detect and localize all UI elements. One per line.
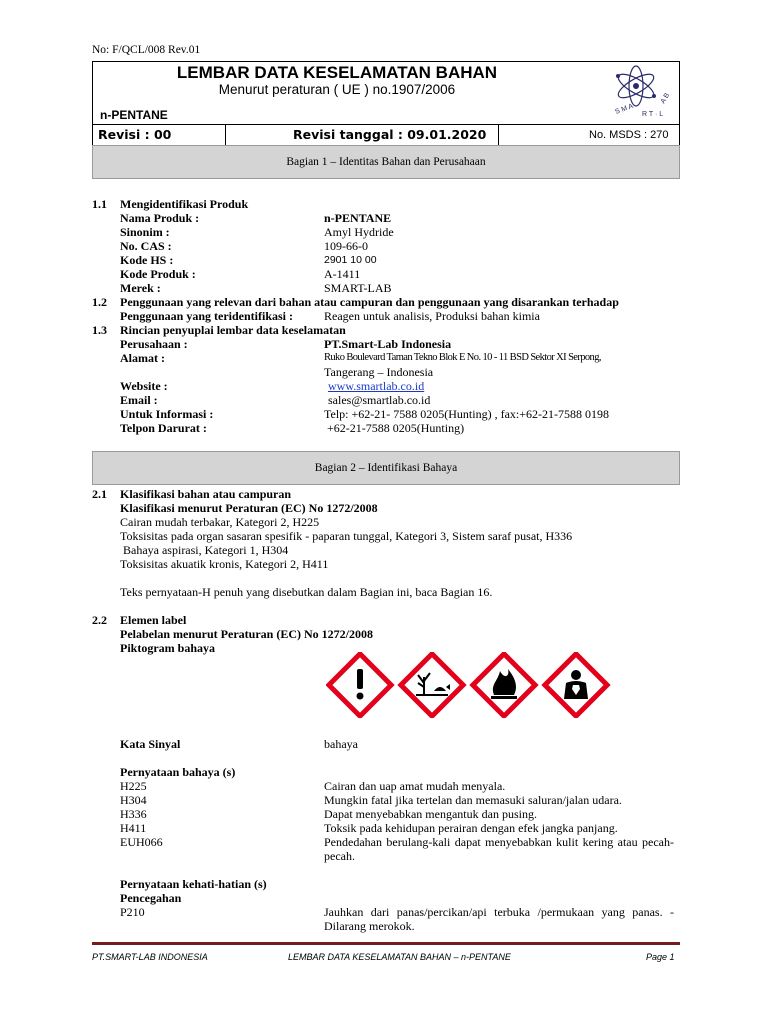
precaution-code: P210	[120, 905, 145, 919]
section-2-heading: Bagian 2 – Identifikasi Bahaya	[92, 451, 680, 485]
revision-date: Revisi tanggal : 09.01.2020	[293, 127, 487, 142]
section-title: Mengidentifikasi Produk	[120, 197, 249, 211]
section-1-heading: Bagian 1 – Identitas Bahan dan Perusahaan	[92, 145, 680, 179]
svg-text:S M A: S M A	[614, 102, 635, 116]
emergency-phone: +62-21-7588 0205(Hunting)	[327, 421, 465, 435]
section-number: 2.1	[92, 487, 107, 501]
page-title: LEMBAR DATA KESELAMATAN BAHAN	[176, 63, 498, 82]
field-label: Kode HS :	[120, 253, 174, 267]
revision-row	[93, 124, 679, 146]
smart-lab-logo-icon	[598, 62, 678, 122]
hazard-text: Mungkin fatal jika tertelan dan memasuki saluran/jalan udara.	[324, 793, 622, 807]
field-value: A-1411	[324, 267, 361, 281]
field-label: Perusahaan :	[120, 337, 188, 351]
classification-item: Cairan mudah terbakar, Kategori 2, H225	[120, 515, 320, 529]
field-value: 109-66-0	[324, 239, 368, 253]
field-value: Reagen untuk analisis, Produksi bahan kimia	[324, 309, 540, 323]
classification-item: Bahaya aspirasi, Kategori 1, H304	[120, 543, 289, 557]
hazard-text: Cairan dan uap amat mudah menyala.	[324, 779, 506, 793]
page-subtitle: Menurut peraturan ( UE ) no.1907/2006	[218, 82, 456, 97]
document-number: No: F/QCL/008 Rev.01	[92, 44, 201, 56]
pictogram-label: Piktogram bahaya	[120, 641, 216, 655]
address-line: Ruko Boulevard Taman Tekno Blok E No. 10 - 11 BSD Sektor XI Serpong,	[324, 352, 601, 363]
svg-text:A B: A B	[659, 92, 672, 105]
section-subtitle: Pelabelan menurut Peraturan (EC) No 1272/2008	[120, 627, 373, 641]
signal-word-label: Kata Sinyal	[120, 737, 181, 751]
hazard-code: H336	[120, 807, 147, 821]
footer-divider	[92, 942, 680, 945]
signal-word-value: bahaya	[324, 737, 358, 751]
hazard-text: Toksik pada kehidupan perairan dengan efek jangka panjang.	[324, 821, 618, 835]
exclamation-icon	[329, 654, 391, 716]
hazard-code: EUH066	[120, 835, 163, 849]
revision-number: Revisi : 00	[98, 127, 172, 142]
field-label: Untuk Informasi :	[120, 407, 214, 421]
field-label: Penggunaan yang teridentifikasi :	[120, 309, 294, 323]
section-title: Penggunaan yang relevan dari bahan atau campuran dan penggunaan yang disarankan terhadap	[120, 295, 619, 309]
phone-info: Telp: +62-21- 7588 0205(Hunting) , fax:+62-21-7588 0198	[324, 407, 609, 421]
website-link[interactable]: www.smartlab.co.id	[328, 379, 425, 393]
classification-item: Toksisitas pada organ sasaran spesifik - paparan tunggal, Kategori 3, Sistem saraf pusat, H336	[120, 529, 573, 543]
msds-number: No. MSDS : 270	[589, 129, 669, 141]
hazard-code: H225	[120, 779, 147, 793]
field-label: Nama Produk :	[120, 211, 200, 225]
field-value: n-PENTANE	[324, 211, 392, 225]
field-label: Kode Produk :	[120, 267, 196, 281]
hazard-text: Pendedahan berulang-kali dapat menyebabkan kulit kering atau pecah-pecah.	[324, 835, 674, 863]
product-name: n-PENTANE	[100, 108, 168, 122]
precaution-title: Pernyataan kehati-hatian (s)	[120, 877, 267, 891]
divider	[225, 125, 226, 145]
field-label: Website :	[120, 379, 168, 393]
field-label: Alamat :	[120, 351, 165, 365]
hazard-text: Dapat menyebabkan mengantuk dan pusing.	[324, 807, 537, 821]
section-title: Elemen label	[120, 613, 187, 627]
section-title: Rincian penyuplai lembar data keselamatan	[120, 323, 346, 337]
address-line: Tangerang – Indonesia	[324, 365, 434, 379]
environment-icon	[401, 654, 463, 716]
section-number: 1.3	[92, 323, 107, 337]
h-statement-note: Teks pernyataan-H penuh yang disebutkan dalam Bagian ini, baca Bagian 16.	[120, 585, 493, 599]
hazard-statements-title: Pernyataan bahaya (s)	[120, 765, 236, 779]
field-value: Amyl Hydride	[324, 225, 394, 239]
section-subtitle: Klasifikasi menurut Peraturan (EC) No 1272/2008	[120, 501, 378, 515]
hazard-code: H304	[120, 793, 147, 807]
precaution-text: Jauhkan dari panas/percikan/api terbuka /permukaan yang panas. - Dilarang merokok.	[324, 905, 674, 933]
section-number: 1.1	[92, 197, 107, 211]
hazard-pictograms	[326, 652, 612, 718]
footer-page: Page 1	[646, 952, 675, 962]
health-hazard-icon	[545, 654, 607, 716]
field-label: Merek :	[120, 281, 161, 295]
section-title: Klasifikasi bahan atau campuran	[120, 487, 292, 501]
field-value: 2901 10 00	[324, 254, 377, 266]
footer-company: PT.SMART-LAB INDONESIA	[92, 952, 208, 962]
divider	[498, 125, 499, 145]
company-name: PT.Smart-Lab Indonesia	[324, 337, 452, 351]
section-number: 2.2	[92, 613, 107, 627]
section-number: 1.2	[92, 295, 107, 309]
field-label: Telpon Darurat :	[120, 421, 207, 435]
flame-icon	[473, 654, 535, 716]
email-value: sales@smartlab.co.id	[328, 393, 431, 407]
footer-document: LEMBAR DATA KESELAMATAN BAHAN – n-PENTANE	[288, 952, 511, 962]
field-label: Email :	[120, 393, 158, 407]
field-label: No. CAS :	[120, 239, 172, 253]
document-header	[92, 61, 680, 153]
svg-text:R T · L: R T · L	[642, 111, 664, 118]
field-label: Sinonim :	[120, 225, 170, 239]
field-value: SMART-LAB	[324, 281, 392, 295]
prevention-title: Pencegahan	[120, 891, 182, 905]
classification-item: Toksisitas akuatik kronis, Kategori 2, H411	[120, 557, 329, 571]
hazard-code: H411	[120, 821, 147, 835]
